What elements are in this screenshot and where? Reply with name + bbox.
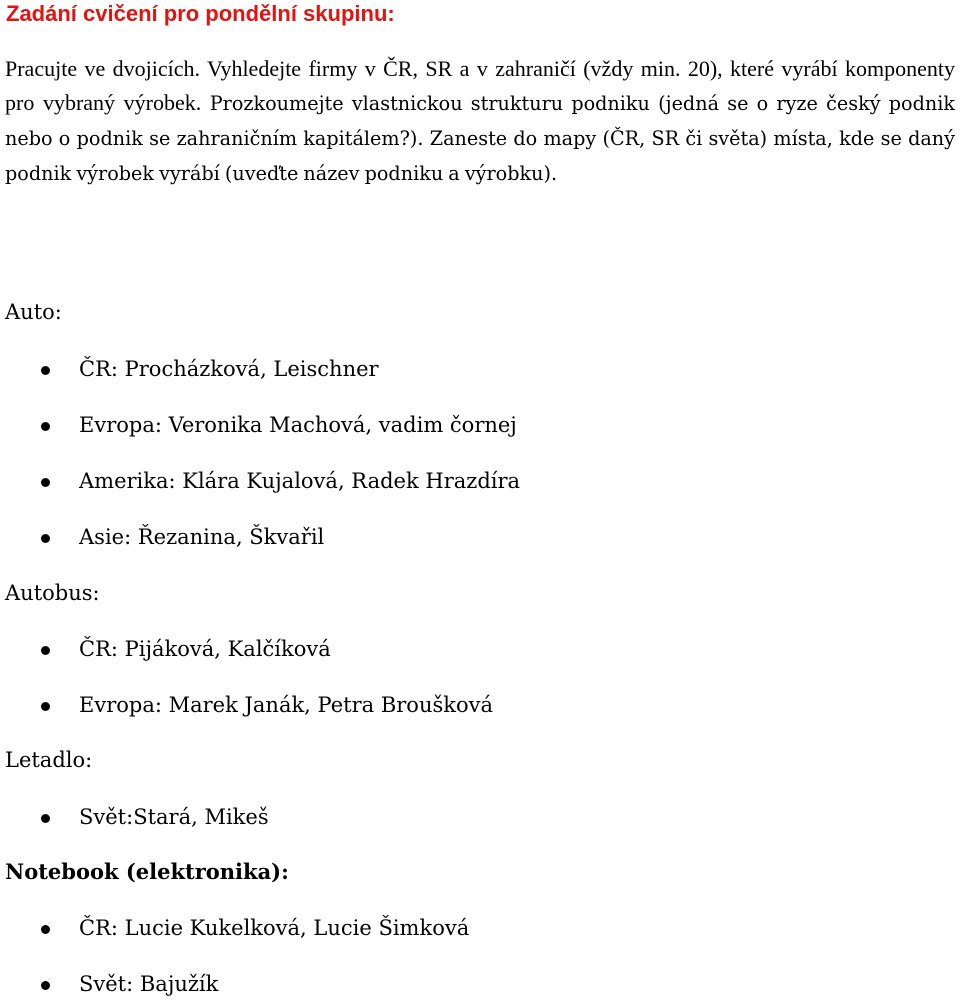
list-item bbox=[0, 802, 900, 832]
intro-paragraph bbox=[5, 52, 955, 191]
list-item-text: Svět: Bajužík bbox=[79, 972, 219, 996]
bullet-dot-icon bbox=[41, 422, 50, 431]
list-item-text: Asie: Řezanina, Škvařil bbox=[79, 525, 325, 549]
bullet-dot-icon bbox=[41, 534, 50, 543]
list-item-text: ČR: Procházková, Leischner bbox=[79, 357, 379, 381]
list-item-text: ČR: Pijáková, Kalčíková bbox=[79, 637, 331, 661]
document-title: Zadání cvičení pro pondělní skupinu: bbox=[6, 1, 395, 26]
list-item-text: Amerika: Klára Kujalová, Radek Hrazdíra bbox=[79, 469, 521, 493]
list-item-text: Svět:Stará, Mikeš bbox=[79, 805, 269, 829]
list-item bbox=[0, 354, 900, 384]
list-item bbox=[0, 522, 900, 552]
list-item bbox=[0, 690, 900, 720]
bullet-dot-icon bbox=[41, 478, 50, 487]
bullet-dot-icon bbox=[41, 702, 50, 711]
intro-lead-text: Pracujte ve dvojicích. Vyhledejte firmy v ČR, SR a v zahraničí (vždy min. 20), které vyrábí komponenty pro vybraný výrobek. bbox=[5, 56, 955, 115]
list-item bbox=[0, 913, 900, 943]
section-heading-autobus: Autobus: bbox=[5, 581, 100, 605]
list-item bbox=[0, 634, 900, 664]
list-item-text: Evropa: Marek Janák, Petra Broušková bbox=[79, 693, 493, 717]
list-item-text: ČR: Lucie Kukelková, Lucie Šimková bbox=[79, 916, 470, 940]
section-heading-letadlo: Letadlo: bbox=[5, 748, 93, 772]
bullet-dot-icon bbox=[41, 925, 50, 934]
list-item bbox=[0, 466, 900, 496]
intro-rest-text: Prozkoumejte vlastnickou strukturu podniku (jedná se o ryze český podnik nebo o podnik se zahraničním kapitálem?). Zaneste do mapy (ČR, SR či světa) místa, kde se daný podnik výrobek vyrábí (uveďte název podniku a výrobku). bbox=[5, 92, 955, 185]
list-item bbox=[0, 969, 900, 999]
section-heading-notebook: Notebook (elektronika): bbox=[5, 859, 289, 884]
section-heading-auto: Auto: bbox=[5, 300, 62, 324]
list-item-text: Evropa: Veronika Machová, vadim čornej bbox=[79, 413, 517, 437]
list-item bbox=[0, 410, 900, 440]
bullet-dot-icon bbox=[41, 814, 50, 823]
bullet-dot-icon bbox=[41, 981, 50, 990]
bullet-dot-icon bbox=[41, 646, 50, 655]
bullet-dot-icon bbox=[41, 366, 50, 375]
